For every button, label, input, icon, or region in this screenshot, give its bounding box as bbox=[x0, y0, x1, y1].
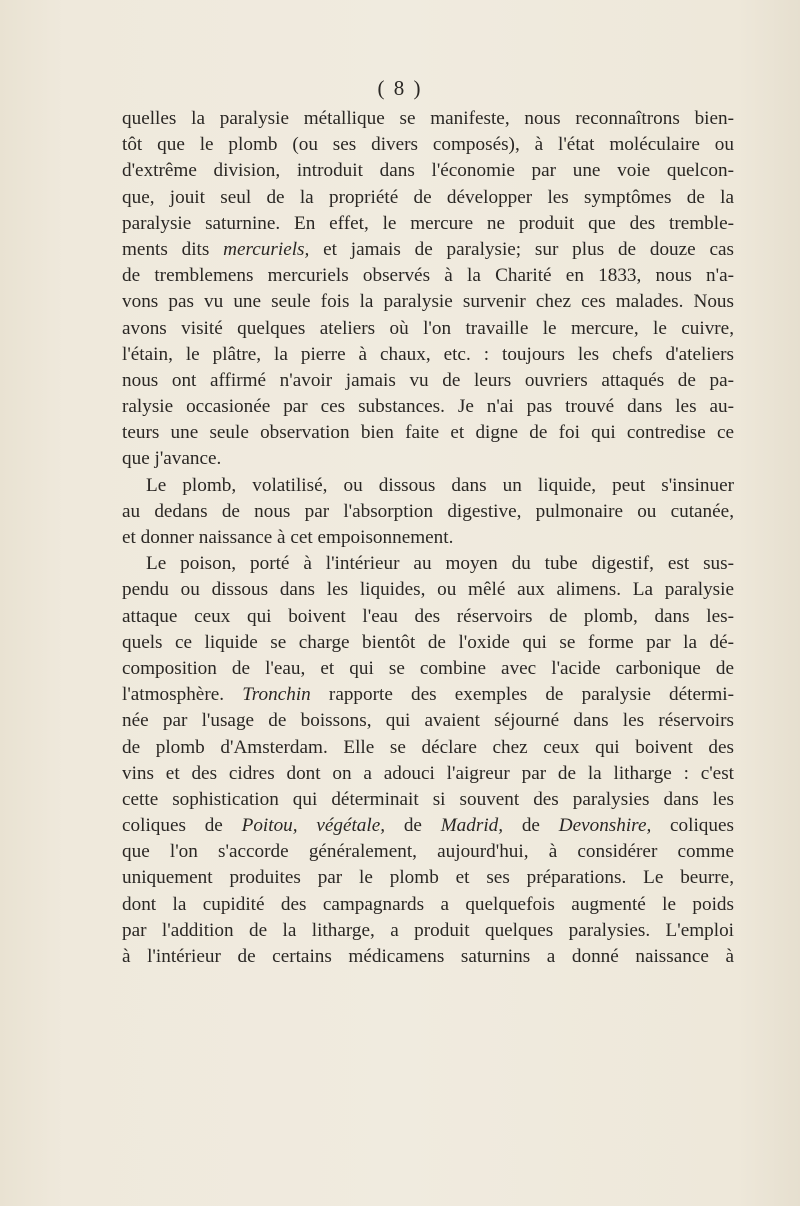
text-line: attaque ceux qui boivent l'eau des réservoirs de plomb, dans les- bbox=[122, 605, 734, 627]
text-line: teurs une seule observation bien faite et digne de foi qui contredise ce bbox=[122, 422, 734, 444]
text-line: au dedans de nous par l'absorption digestive, pulmonaire ou cutanée, bbox=[122, 500, 734, 522]
italic-term: Poitou, végétale, bbox=[241, 815, 386, 837]
text-run: l'atmosphère. bbox=[122, 684, 243, 706]
text-line: par l'addition de la litharge, a produit quelques paralysies. L'emploi bbox=[122, 919, 734, 941]
text-run: ments dits bbox=[122, 238, 224, 260]
text-run: de bbox=[503, 815, 559, 837]
text-line: vons pas vu une seule fois la paralysie survenir chez ces malades. Nous bbox=[122, 291, 734, 313]
text-line: que, jouit seul de la propriété de développer les symptômes de la bbox=[122, 186, 734, 208]
text-line: paralysie saturnine. En effet, le mercure ne produit que des tremble- bbox=[122, 212, 734, 234]
text-line: quels ce liquide se charge bientôt de l'oxide qui se forme par la dé- bbox=[122, 631, 734, 653]
text-run: coliques de bbox=[122, 815, 242, 837]
text-run: de bbox=[385, 815, 441, 837]
italic-term: Tronchin bbox=[242, 684, 311, 706]
body-text bbox=[122, 106, 734, 970]
text-line bbox=[122, 682, 734, 708]
text-line: et donner naissance à cet empoisonnement. bbox=[122, 527, 454, 548]
text-line bbox=[122, 813, 734, 839]
text-line: de plomb d'Amsterdam. Elle se déclare chez ceux qui boivent des bbox=[122, 736, 734, 758]
text-line: dont la cupidité des campagnards a quelquefois augmenté le poids bbox=[122, 893, 734, 915]
page-number: ( 8 ) bbox=[377, 76, 423, 100]
text-line: née par l'usage de boissons, qui avaient séjourné dans les réservoirs bbox=[122, 710, 734, 732]
italic-term: Devonshire, bbox=[558, 815, 652, 837]
text-line: avons visité quelques ateliers où l'on travaille le mercure, le cuivre, bbox=[122, 317, 734, 339]
text-line: cette sophistication qui déterminait si souvent des paralysies dans les bbox=[122, 788, 734, 810]
text-line: de tremblemens mercuriels observés à la Charité en 1833, nous n'a- bbox=[122, 265, 734, 287]
text-line: nous ont affirmé n'avoir jamais vu de leurs ouvriers attaqués de pa- bbox=[122, 369, 734, 391]
italic-term: Madrid, bbox=[440, 815, 504, 837]
text-run: rapporte des exemples de paralysie détermi- bbox=[310, 684, 734, 706]
text-line: quelles la paralysie métallique se manifeste, nous reconnaîtrons bien- bbox=[122, 108, 734, 129]
italic-term: mercuriels, bbox=[223, 238, 310, 260]
text-line: que j'avance. bbox=[122, 448, 222, 470]
text-line bbox=[122, 237, 734, 263]
text-line: d'extrême division, introduit dans l'économie par une voie quelcon- bbox=[122, 160, 734, 182]
text-line: vins et des cidres dont on a adouci l'aigreur par de la litharge : c'est bbox=[122, 762, 734, 784]
text-line: Le poison, porté à l'intérieur au moyen du tube digestif, est sus- bbox=[146, 553, 734, 575]
text-line: que l'on s'accorde généralement, aujourd'hui, à considérer comme bbox=[122, 841, 734, 863]
text-line: ralysie occasionée par ces substances. Je n'ai pas trouvé dans les au- bbox=[122, 396, 734, 418]
text-run: et jamais de paralysie; sur plus de douze cas bbox=[309, 238, 734, 260]
text-line: à l'intérieur de certains médicamens saturnins a donné naissance à bbox=[122, 946, 734, 967]
text-line: pendu ou dissous dans les liquides, ou mêlé aux alimens. La paralysie bbox=[122, 579, 734, 601]
text-line: Le plomb, volatilisé, ou dissous dans un liquide, peut s'insinuer bbox=[146, 474, 734, 496]
text-line: composition de l'eau, et qui se combine avec l'acide carbonique de bbox=[122, 657, 734, 679]
text-line: tôt que le plomb (ou ses divers composés), à l'état moléculaire ou bbox=[122, 134, 734, 156]
text-line: uniquement produites par le plomb et ses préparations. Le beurre, bbox=[122, 867, 734, 889]
text-run: coliques bbox=[651, 815, 734, 837]
text-line: l'étain, le plâtre, la pierre à chaux, etc. : toujours les chefs d'ateliers bbox=[122, 343, 734, 365]
